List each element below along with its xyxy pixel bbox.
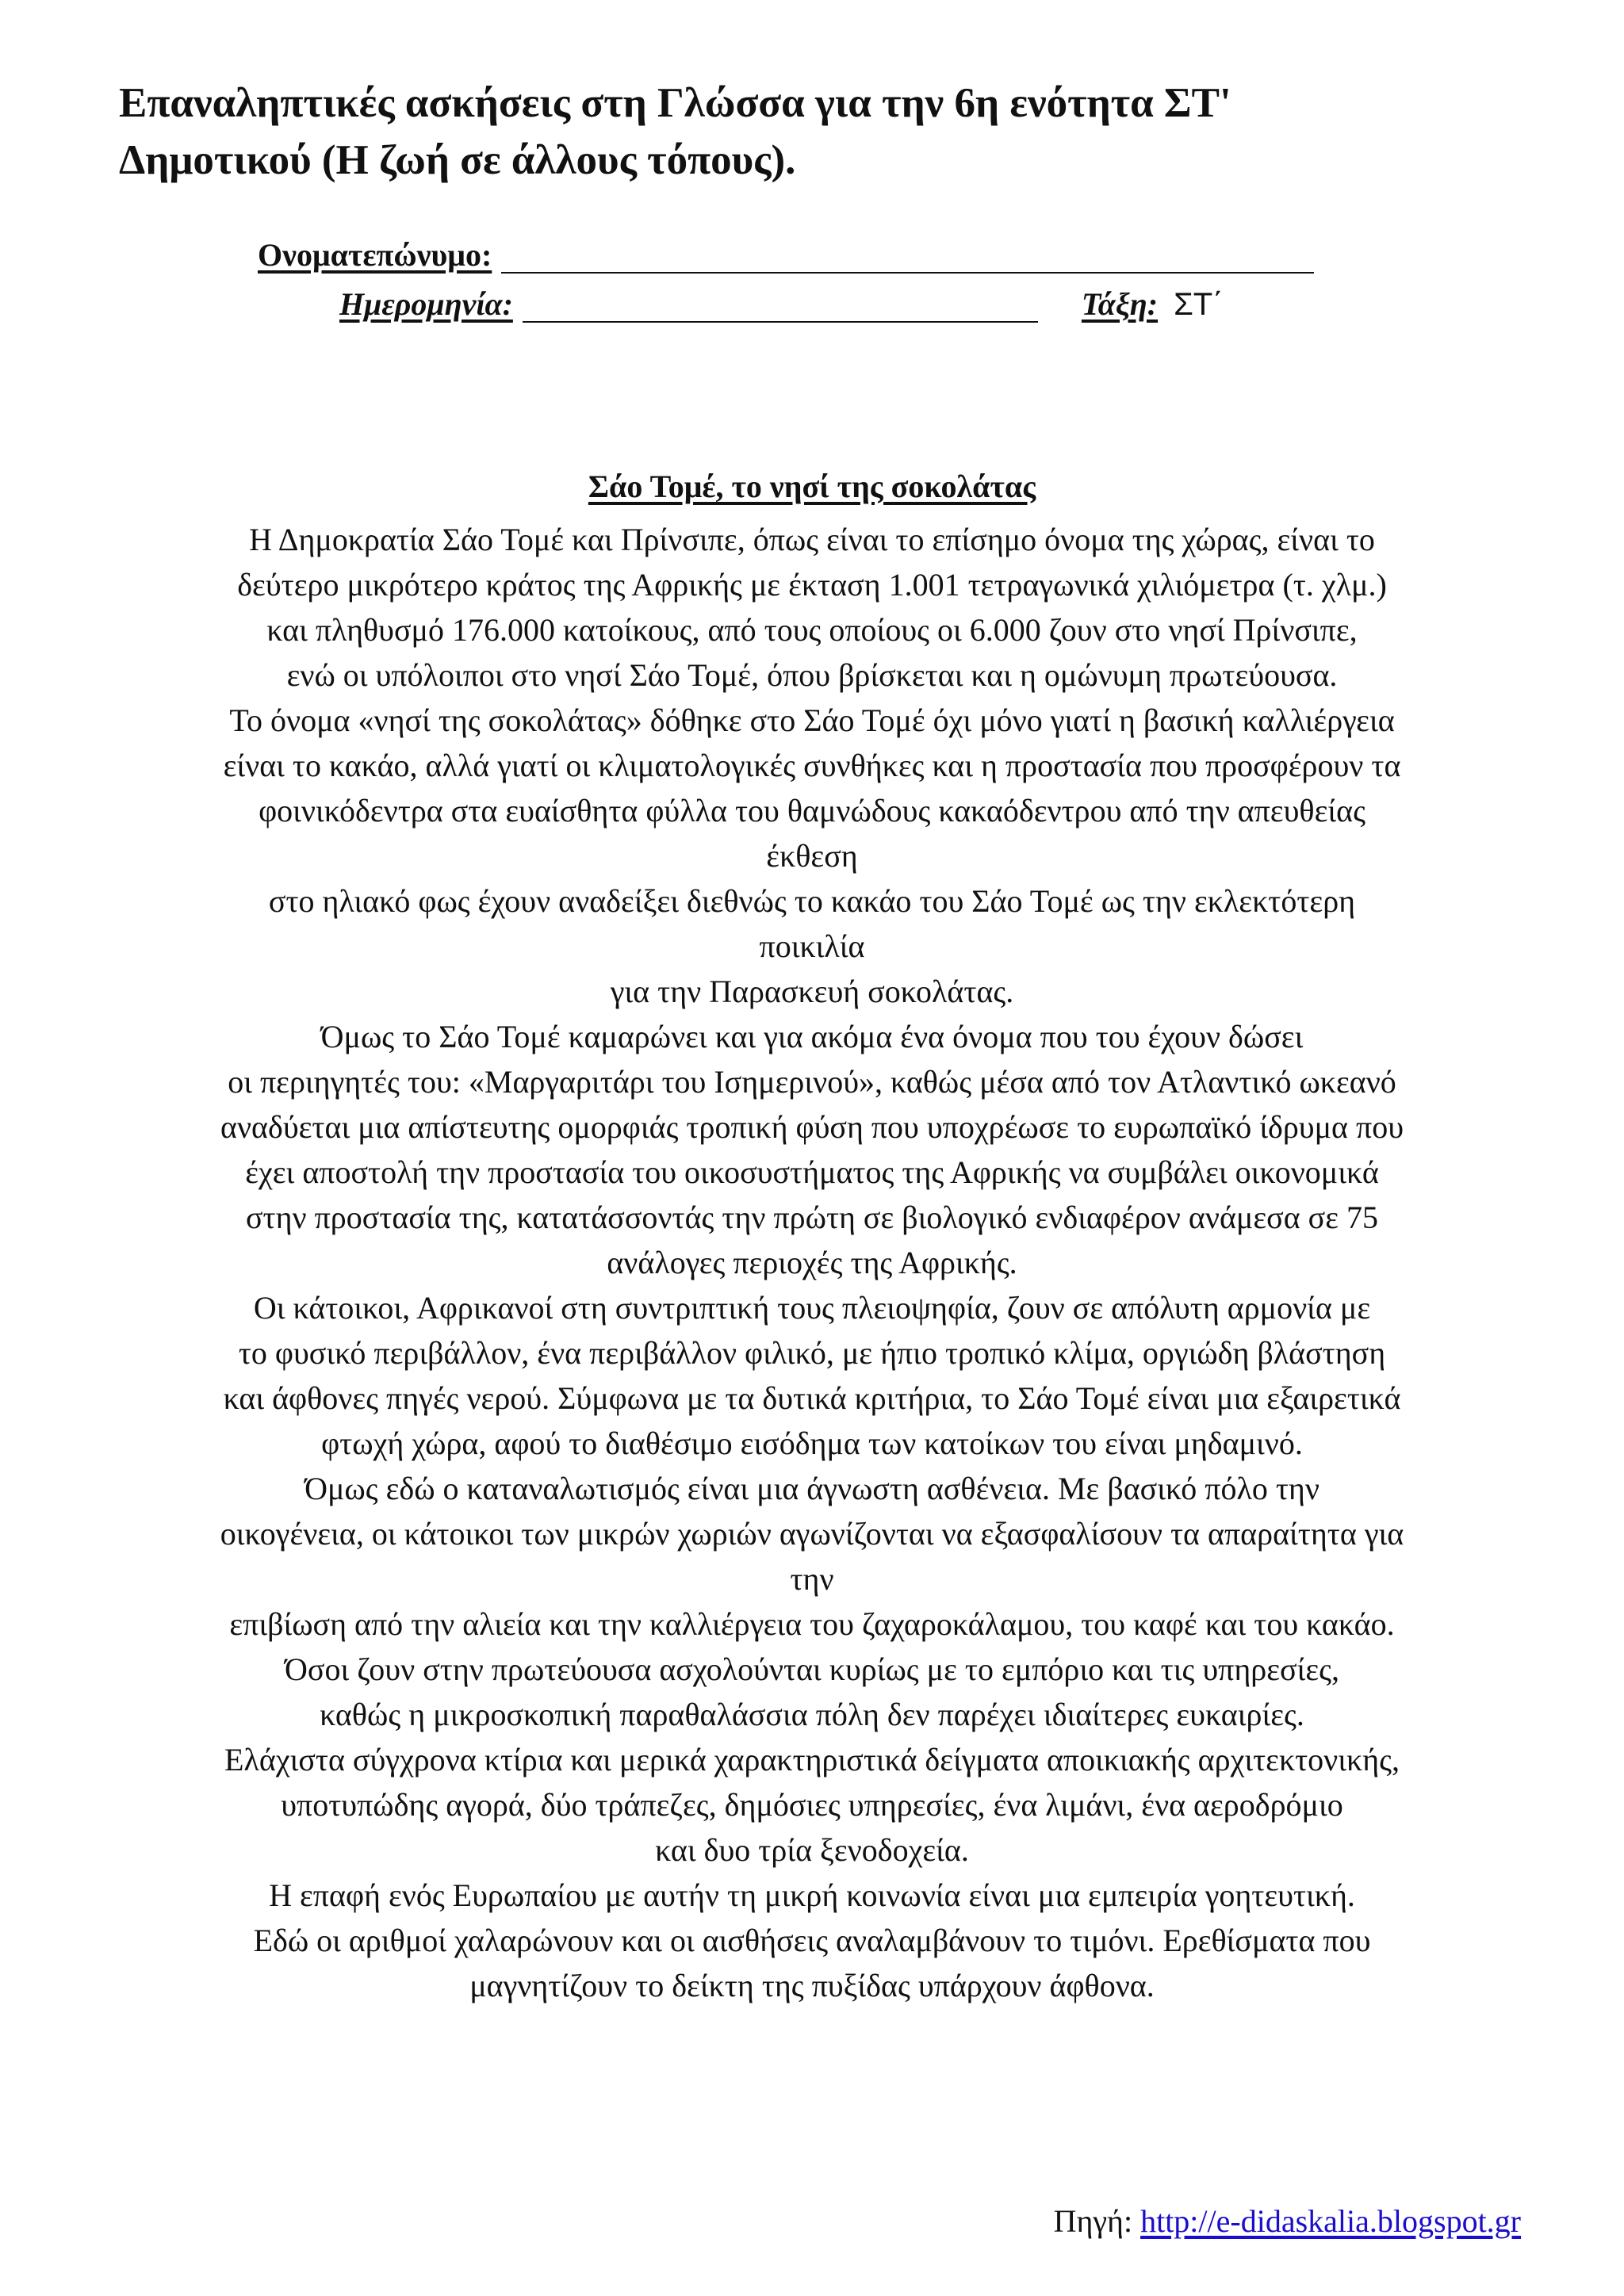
story-line: επιβίωση από την αλιεία και την καλλιέργεια του ζαχαροκάλαμου, του καφέ και του κακάο. xyxy=(229,1606,1395,1642)
story-line: ποικιλία xyxy=(759,928,865,964)
source-label: Πηγή: xyxy=(1053,2203,1133,2239)
story-line: καθώς η μικροσκοπική παραθαλάσσια πόλη δεν παρέχει ιδιαίτερες ευκαιρίες. xyxy=(320,1697,1304,1732)
date-field-row xyxy=(339,285,1224,323)
story-line: Η επαφή ενός Ευρωπαίου με αυτήν τη μικρή κοινωνία είναι μια εμπειρία γοητευτική. xyxy=(269,1877,1355,1913)
source-link[interactable]: http://e-didaskalia.blogspot.gr xyxy=(1140,2203,1521,2239)
story-line: Το όνομα «νησί της σοκολάτας» δόθηκε στο Σάο Τομέ όχι μόνο γιατί η βασική καλλιέργεια xyxy=(229,702,1395,738)
class-label: Τάξη: xyxy=(1081,286,1159,322)
story-line: έχει αποστολή την προστασία του οικοσυστήματος της Αφρικής να συμβάλει οικονομικά xyxy=(245,1154,1379,1190)
story-line: για την Παρασκευή σοκολάτας. xyxy=(610,974,1014,1009)
title-line-1: Επαναληπτικές ασκήσεις στη Γλώσσα για την 6η ενότητα ΣΤ' xyxy=(119,80,1231,126)
story-line: οι περιηγητές του: «Μαργαριτάρι του Ισημερινού», καθώς μέσα από τον Ατλαντικό ωκεανό xyxy=(228,1064,1396,1100)
story-line: Όμως εδώ ο καταναλωτισμός είναι μια άγνωστη ασθένεια. Με βασικό πόλο την xyxy=(304,1471,1320,1506)
story-line: ενώ οι υπόλοιποι στο νησί Σάο Τομέ, όπου βρίσκεται και η ομώνυμη πρωτεύουσα. xyxy=(286,657,1338,693)
story-line: Η Δημοκρατία Σάο Τομέ και Πρίνσιπε, όπως είναι το επίσημο όνομα της χώρας, είναι το xyxy=(249,522,1375,557)
name-label: Ονοματεπώνυμο: xyxy=(258,237,492,273)
date-label: Ημερομηνία: xyxy=(339,286,513,322)
name-blank-line[interactable] xyxy=(501,237,1314,274)
story-line: Οι κάτοικοι, Αφρικανοί στη συντριπτική τους πλειοψηφία, ζουν σε απόλυτη αρμονία με xyxy=(253,1290,1371,1326)
story-line: και άφθονες πηγές νερού. Σύμφωνα με τα δυτικά κριτήρια, το Σάο Τομέ είναι μια εξαιρετικά xyxy=(223,1380,1401,1416)
story-heading: Σάο Τομέ, το νησί της σοκολάτας xyxy=(588,469,1036,504)
story-line: στο ηλιακό φως έχουν αναδείξει διεθνώς το κακάο του Σάο Τομέ ως την εκλεκτότερη xyxy=(268,883,1356,919)
title-line-2: Δημοτικού (Η ζωή σε άλλους τόπους). xyxy=(119,136,796,183)
story-line: και πληθυσμό 176.000 κατοίκους, από τους οποίους οι 6.000 ζουν στο νησί Πρίνσιπε, xyxy=(266,612,1358,648)
story-line: την xyxy=(790,1561,834,1597)
story-line: Όσοι ζουν στην πρωτεύουσα ασχολούνται κυρίως με το εμπόριο και τις υπηρεσίες, xyxy=(285,1651,1339,1687)
story-line: Εδώ οι αριθμοί χαλαρώνουν και οι αισθήσεις αναλαμβάνουν το τιμόνι. Ερεθίσματα που xyxy=(253,1923,1371,1958)
story-line: το φυσικό περιβάλλον, ένα περιβάλλον φιλικό, με ήπιο τροπικό κλίμα, οργιώδη βλάστηση xyxy=(238,1335,1386,1371)
story-line: έκθεση xyxy=(766,838,858,874)
story-line: Όμως το Σάο Τομέ καμαρώνει και για ακόμα ένα όνομα που του έχουν δώσει xyxy=(320,1019,1304,1054)
source-citation xyxy=(1054,2202,1521,2240)
class-value: ΣΤ΄ xyxy=(1174,287,1224,322)
story-line: οικογένεια, οι κάτοικοι των μικρών χωριών αγωνίζονται να εξασφαλίσουν τα απαραίτητα για xyxy=(220,1516,1404,1552)
story-line: φοινικόδεντρα στα ευαίσθητα φύλλα του θαμνώδους κακαόδεντρου από την απευθείας xyxy=(259,793,1365,828)
story-line: και δυο τρία ξενοδοχεία. xyxy=(655,1832,969,1868)
story-body xyxy=(79,517,1545,2008)
story-line: ανάλογες περιοχές της Αφρικής. xyxy=(607,1245,1017,1280)
story-line: Ελάχιστα σύγχρονα κτίρια και μερικά χαρακτηριστικά δείγματα αποικιακής αρχιτεκτονικής, xyxy=(224,1742,1400,1777)
story-line: μαγνητίζουν το δείκτη της πυξίδας υπάρχουν άφθονα. xyxy=(469,1968,1155,2003)
story-line: υποτυπώδης αγορά, δύο τράπεζες, δημόσιες υπηρεσίες, ένα λιμάνι, ένα αεροδρόμιο xyxy=(281,1787,1343,1823)
date-blank-line[interactable] xyxy=(523,286,1038,323)
story-line: είναι το κακάο, αλλά γιατί οι κλιματολογικές συνθήκες και η προστασία που προσφέρουν τα xyxy=(223,748,1401,783)
story-line: στην προστασία της, κατατάσσοντάς την πρώτη σε βιολογικό ενδιαφέρον ανάμεσα σε 75 xyxy=(245,1200,1379,1235)
story-line: δεύτερο μικρότερο κράτος της Αφρικής με έκταση 1.001 τετραγωνικά χιλιόμετρα (τ. χλμ.) xyxy=(237,567,1387,603)
story-line: φτωχή χώρα, αφού το διαθέσιμο εισόδημα των κατοίκων του είναι μηδαμινό. xyxy=(321,1425,1303,1461)
story-line: αναδύεται μια απίστευτης ομορφιάς τροπική φύση που υποχρέωσε το ευρωπαϊκό ίδρυμα που xyxy=(220,1109,1404,1145)
worksheet-title xyxy=(119,75,1546,189)
name-field-row xyxy=(258,236,1314,274)
